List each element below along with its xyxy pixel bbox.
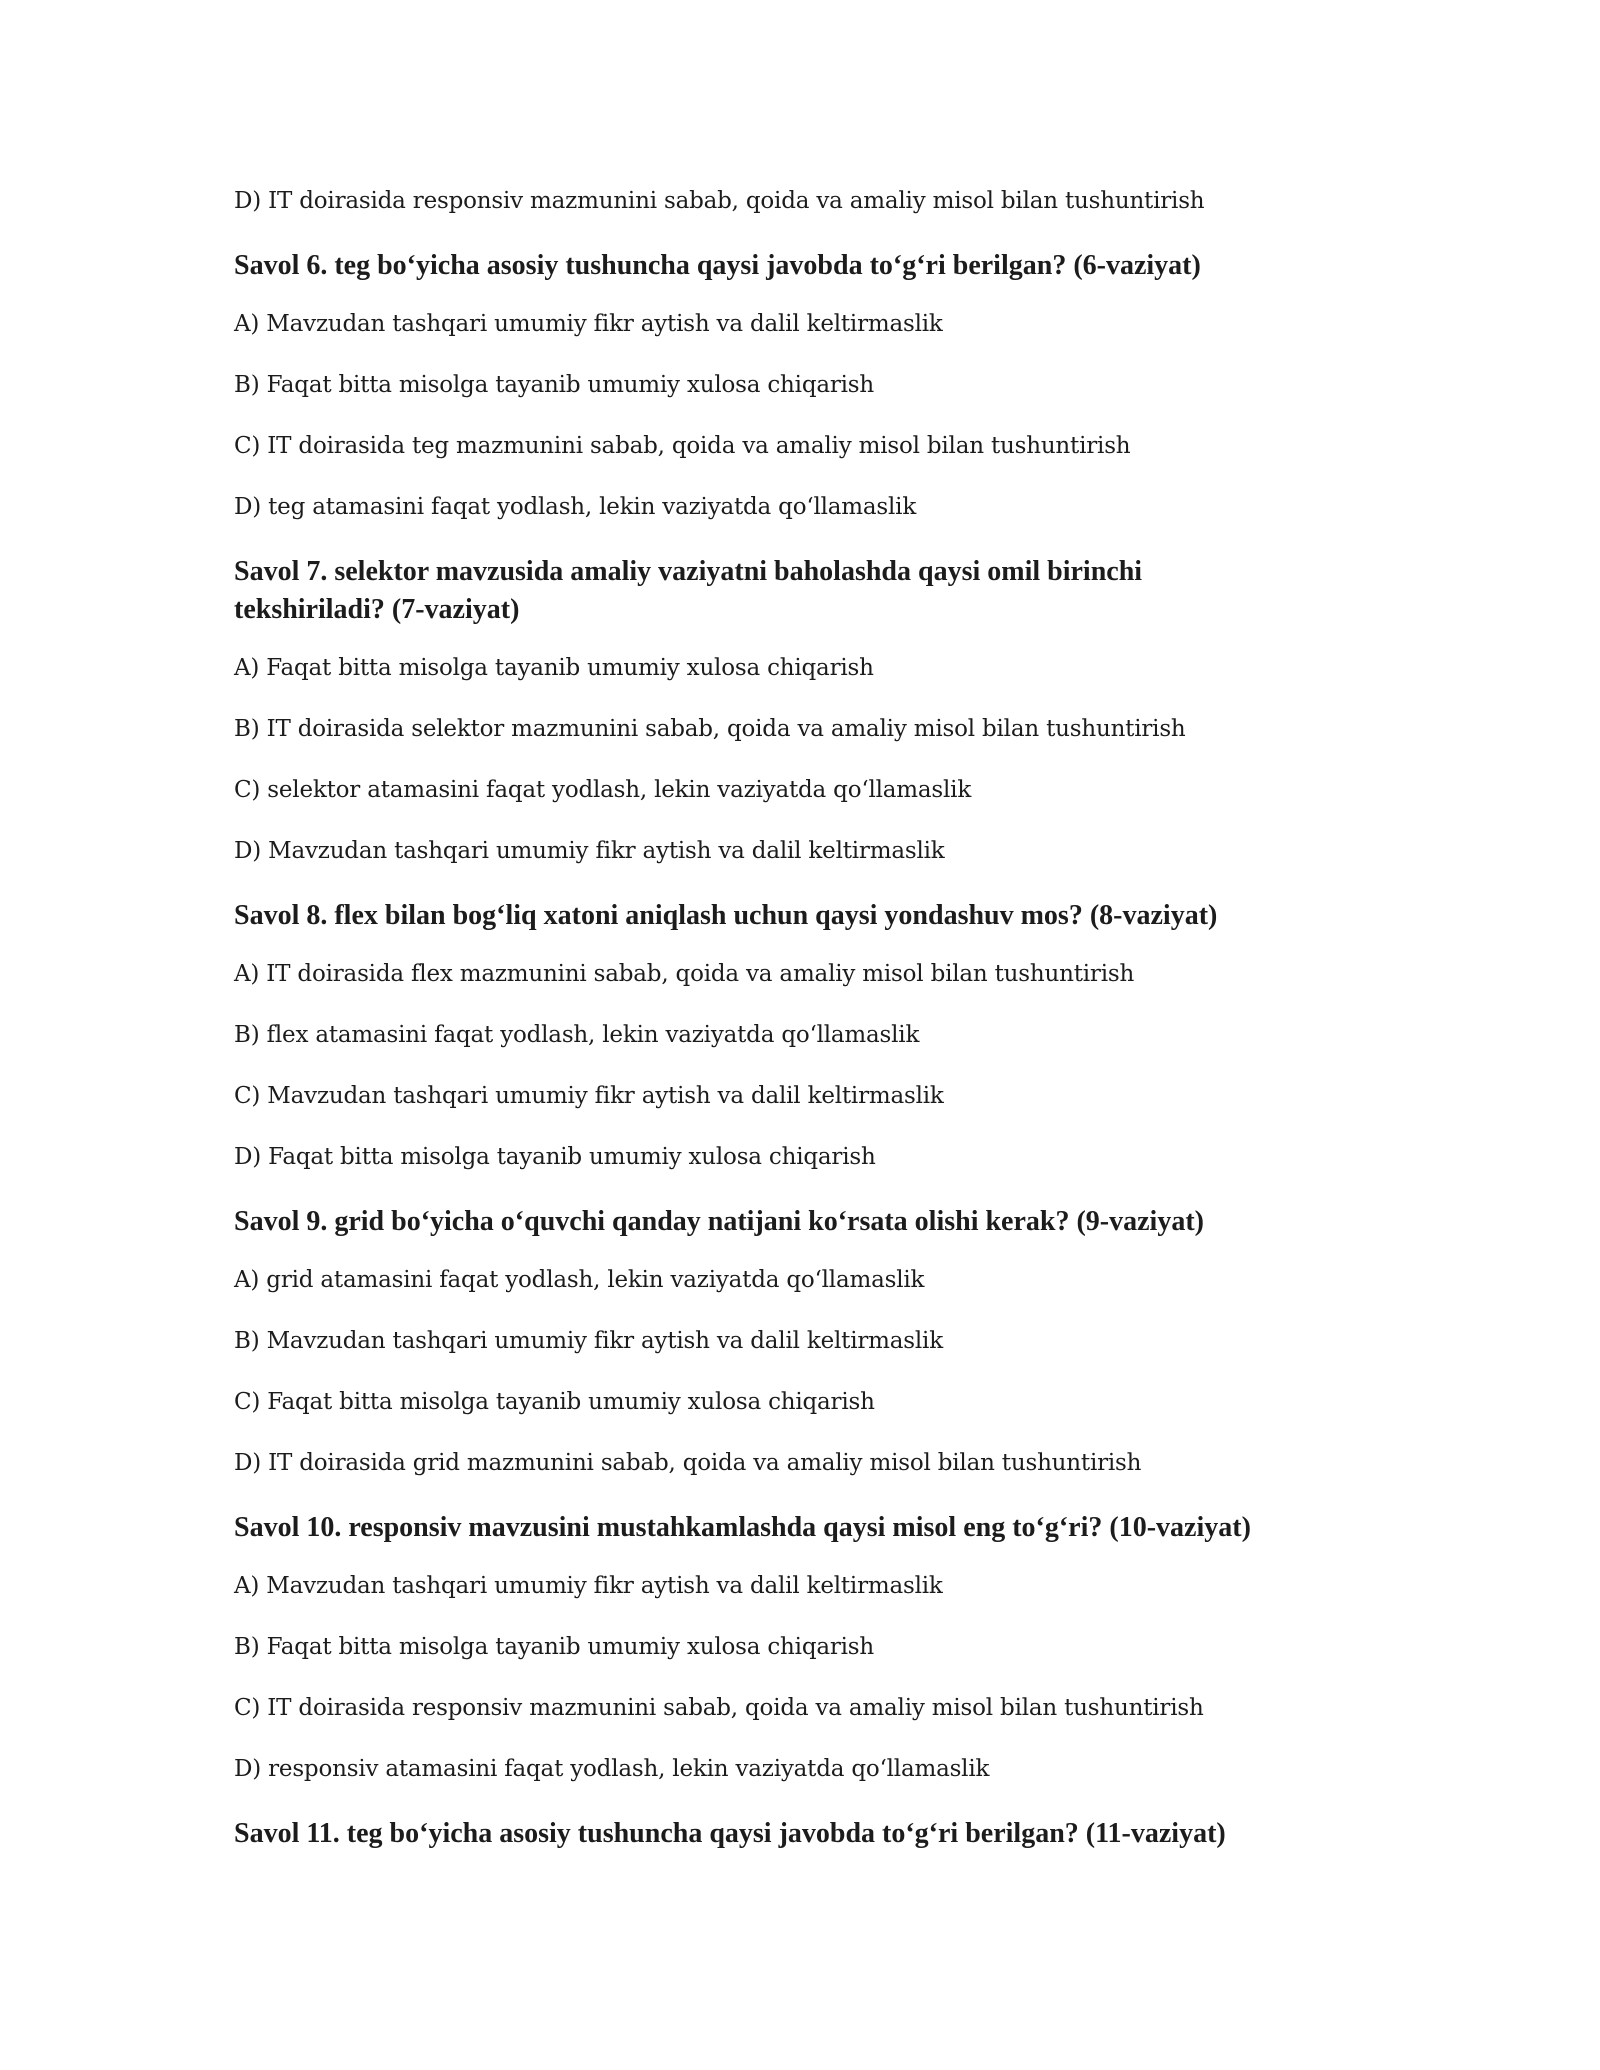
question-title: Savol 9. grid bo‘yicha o‘quvchi qanday natijani ko‘rsata olishi kerak? (9-vaziyat): [234, 1206, 1204, 1237]
answer-option: D) responsiv atamasini faqat yodlash, lekin vaziyatda qo‘llamaslik: [234, 1756, 990, 1782]
answer-option: C) IT doirasida teg mazmunini sabab, qoida va amaliy misol bilan tushuntirish: [234, 433, 1131, 459]
answer-option: C) Faqat bitta misolga tayanib umumiy xulosa chiqarish: [234, 1389, 875, 1415]
answer-option: B) Faqat bitta misolga tayanib umumiy xulosa chiqarish: [234, 372, 875, 398]
document-page: [234, 186, 1384, 1877]
question-block: [234, 553, 1384, 866]
question-title: Savol 11. teg bo‘yicha asosiy tushuncha qaysi javobda to‘g‘ri berilgan? (11-vaziyat): [234, 1818, 1226, 1849]
answer-option: B) Mavzudan tashqari umumiy fikr aytish va dalil keltirmaslik: [234, 1328, 943, 1354]
question-title: Savol 10. responsiv mavzusini mustahkamlashda qaysi misol eng to‘g‘ri? (10-vaziyat): [234, 1512, 1251, 1543]
answer-option: B) IT doirasida selektor mazmunini sabab, qoida va amaliy misol bilan tushuntirish: [234, 716, 1186, 742]
answer-option: B) flex atamasini faqat yodlash, lekin vaziyatda qo‘llamaslik: [234, 1022, 920, 1048]
question-title: Savol 7. selektor mavzusida amaliy vaziyatni baholashda qaysi omil birinchi tekshiriladi? (7-vaziyat): [234, 556, 1143, 625]
answer-option: D) Mavzudan tashqari umumiy fikr aytish va dalil keltirmaslik: [234, 838, 945, 864]
answer-option: B) Faqat bitta misolga tayanib umumiy xulosa chiqarish: [234, 1634, 875, 1660]
answer-option: A) Mavzudan tashqari umumiy fikr aytish va dalil keltirmaslik: [234, 311, 943, 337]
question-block: [234, 247, 1384, 522]
answer-option: D) IT doirasida responsiv mazmunini sabab, qoida va amaliy misol bilan tushuntirish: [234, 188, 1205, 214]
answer-option: C) IT doirasida responsiv mazmunini sabab, qoida va amaliy misol bilan tushuntirish: [234, 1695, 1204, 1721]
answer-option: D) IT doirasida grid mazmunini sabab, qoida va amaliy misol bilan tushuntirish: [234, 1450, 1142, 1476]
answer-option: A) Faqat bitta misolga tayanib umumiy xulosa chiqarish: [234, 655, 874, 681]
answer-option: A) grid atamasini faqat yodlash, lekin vaziyatda qo‘llamaslik: [234, 1267, 925, 1293]
question-block: [234, 1509, 1384, 1784]
question-title: Savol 6. teg bo‘yicha asosiy tushuncha qaysi javobda to‘g‘ri berilgan? (6-vaziyat): [234, 250, 1201, 281]
answer-option: D) Faqat bitta misolga tayanib umumiy xulosa chiqarish: [234, 1144, 876, 1170]
question-block: [234, 897, 1384, 1172]
answer-option: A) IT doirasida flex mazmunini sabab, qoida va amaliy misol bilan tushuntirish: [234, 961, 1135, 987]
question-block: [234, 1203, 1384, 1478]
question-title: Savol 8. flex bilan bog‘liq xatoni aniqlash uchun qaysi yondashuv mos? (8-vaziyat): [234, 900, 1218, 931]
answer-option: C) selektor atamasini faqat yodlash, lekin vaziyatda qo‘llamaslik: [234, 777, 972, 803]
answer-option: A) Mavzudan tashqari umumiy fikr aytish va dalil keltirmaslik: [234, 1573, 943, 1599]
answer-option: C) Mavzudan tashqari umumiy fikr aytish va dalil keltirmaslik: [234, 1083, 944, 1109]
answer-option: D) teg atamasini faqat yodlash, lekin vaziyatda qo‘llamaslik: [234, 494, 917, 520]
